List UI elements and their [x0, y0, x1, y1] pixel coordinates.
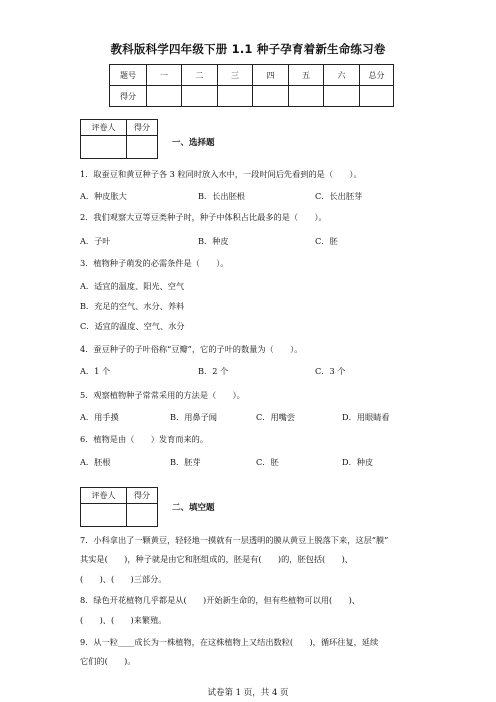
question-option: A．用手摸 [80, 412, 119, 422]
question-stem: 1．取蚕豆和黄豆种子各 3 粒同时放入水中，一段时间后先看到的是（ ）。 [80, 169, 362, 179]
question-option: D．用眼睛看 [342, 412, 390, 422]
score-blank-cell [360, 86, 394, 107]
score-blank-cell [324, 86, 360, 107]
question-stem: 5．观察植物种子常常采用的方法是（ ）。 [80, 390, 245, 400]
grader-reviewer-label: 评卷人 [81, 488, 127, 504]
score-blank-cell [218, 86, 253, 107]
question-option: A．子叶 [80, 236, 111, 246]
grader-score-label: 得分 [127, 488, 158, 504]
score-header-cell: 三 [218, 65, 253, 86]
question-option: A．适宜的温度、阳光、空气 [80, 281, 185, 291]
question-option: B．种皮 [198, 236, 229, 246]
question-option: C．胚 [315, 236, 338, 246]
score-blank-cell [289, 86, 324, 107]
score-table-score-row [110, 86, 394, 107]
score-header-cell: 五 [289, 65, 324, 86]
question-option: C．3 个 [315, 366, 346, 376]
question-option: B．胚芽 [170, 457, 201, 467]
grader-blank-cell [127, 136, 158, 159]
score-row-label: 得分 [110, 86, 147, 107]
question-option: B．2 个 [198, 366, 229, 376]
score-header-cell: 总分 [360, 65, 394, 86]
grader-score-label: 得分 [127, 120, 158, 136]
question-option: C．适宜的温度、空气、水分 [80, 321, 185, 331]
score-table [109, 64, 394, 107]
fill-question-line: 其实是( )，种子就是由它和胚组成的，胚是有( )的，胚包括( )、 [80, 554, 353, 564]
score-header-cell: 四 [253, 65, 289, 86]
grader-blank-cell [81, 136, 127, 159]
score-blank-cell [147, 86, 182, 107]
score-blank-cell [253, 86, 289, 107]
score-header-cell: 二 [182, 65, 218, 86]
question-option: B．长出胚根 [198, 191, 245, 201]
fill-question-line: 8．绿色开花植物几乎都是从( )开始新生命的，但有些植物可以用( )、 [80, 595, 360, 605]
score-blank-cell [182, 86, 218, 107]
grader-reviewer-label: 评卷人 [81, 120, 127, 136]
score-header-cell: 题号 [110, 65, 147, 86]
section-heading-choice: 一、选择题 [172, 138, 215, 148]
question-option: C．用嘴尝 [256, 412, 296, 422]
grader-blank-cell [81, 504, 127, 527]
question-option: B．用鼻子闻 [170, 412, 217, 422]
fill-question-line: 7．小科拿出了一颗黄豆，轻轻地一摸就有一层透明的膜从黄豆上脱落下来，这层“膜” [80, 535, 389, 545]
grader-blank-cell [127, 504, 158, 527]
score-header-cell: 一 [147, 65, 182, 86]
question-option: A．种皮胀大 [80, 191, 127, 201]
section-heading-fill: 二、填空题 [172, 503, 215, 513]
fill-question-line: 它们的( )。 [80, 656, 136, 666]
question-stem: 4．蚕豆种子的子叶俗称“豆瓣”，它的子叶的数量为（ ）。 [80, 344, 303, 354]
fill-question-line: 9．从一粒____成长为一株植物，在这株植物上又结出数粒( )，循环往复，延续 [80, 637, 379, 647]
grader-box-1 [80, 119, 158, 159]
question-option: A．胚根 [80, 457, 111, 467]
page-title: 教科版科学四年级下册 1.1 种子孕育着新生命练习卷 [110, 42, 386, 56]
grader-box-2 [80, 487, 158, 527]
page-footer: 试卷第 1 页，共 4 页 [207, 688, 289, 698]
question-option: A．1 个 [80, 366, 111, 376]
question-stem: 3．植物种子萌发的必需条件是（ ）。 [80, 258, 229, 268]
question-option: D．种皮 [342, 457, 374, 467]
fill-question-line: ( )、( )来繁殖。 [80, 615, 167, 625]
question-option: C．胚 [256, 457, 279, 467]
fill-question-line: ( )、( )三部分。 [80, 574, 167, 584]
question-option: B．充足的空气、水分、养料 [80, 301, 185, 311]
score-table-header-row [110, 65, 394, 86]
score-header-cell: 六 [324, 65, 360, 86]
question-option: C．长出胚芽 [315, 191, 363, 201]
question-stem: 6．植物是由（ ）发育而来的。 [80, 434, 209, 444]
question-stem: 2．我们观察大豆等豆类种子时，种子中体积占比最多的是（ ）。 [80, 212, 327, 222]
